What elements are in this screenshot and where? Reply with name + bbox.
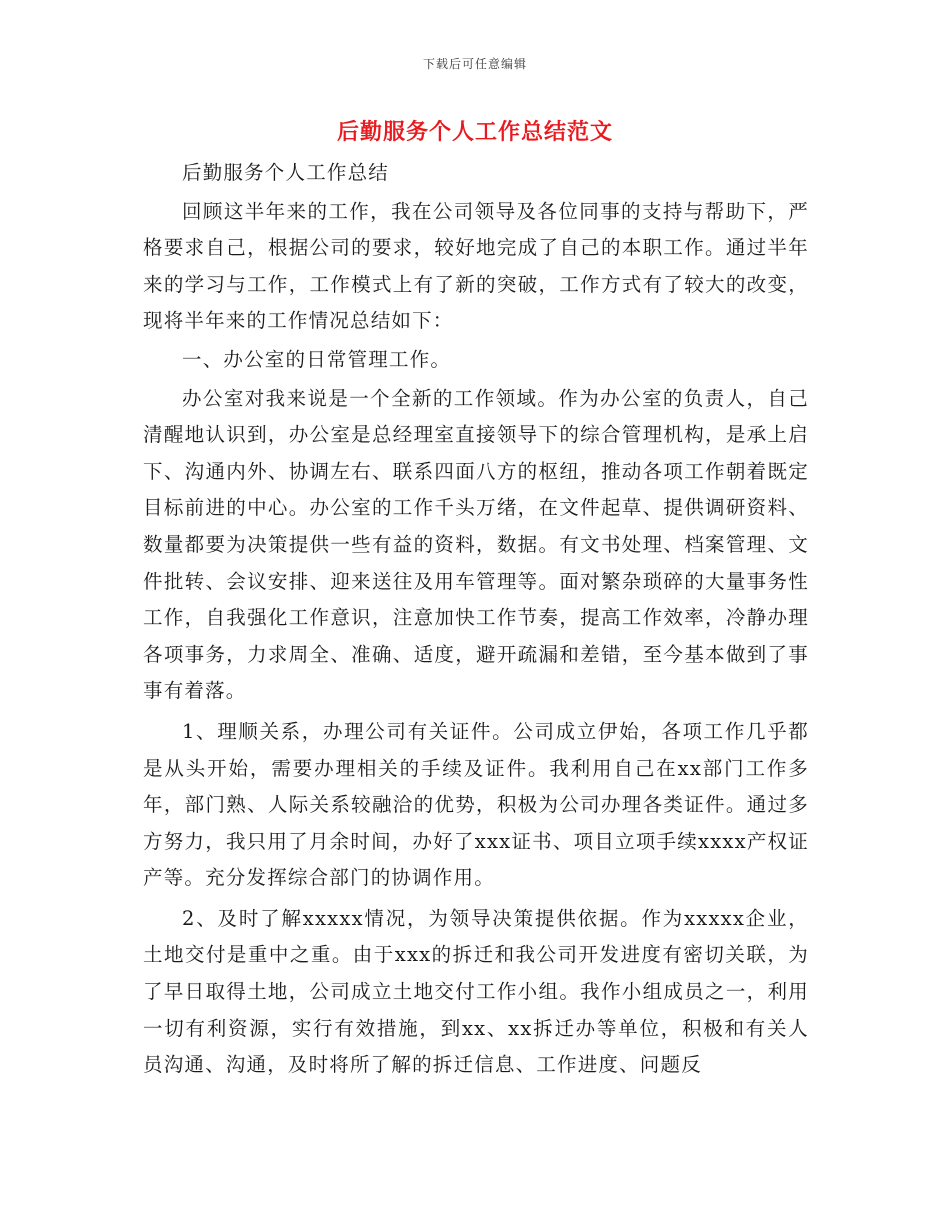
paragraph-item-2: 2、及时了解xxxxx情况，为领导决策提供依据。作为xxxxx企业，土地交付是重中之重。由于xxx的拆迁和我公司开发进度有密切关联，为了早日取得土地，公司成立土地交付工作小组。我作小组成员之一，利用一切有利资源，实行有效措施，到xx、xx拆迁办等单位，积极和有关人员沟通、沟通，及时将所了解的拆迁信息、工作进度、问题反 [143, 906, 809, 1077]
document-body [143, 155, 809, 1084]
paragraph-intro: 回顾这半年来的工作，我在公司领导及各位同事的支持与帮助下，严格要求自己，根据公司的要求，较好地完成了自己的本职工作。通过半年来的学习与工作，工作模式上有了新的突破，工作方式有了较大的改变，现将半年来的工作情况总结如下： [143, 199, 809, 333]
paragraph-subtitle: 后勤服务个人工作总结 [182, 161, 390, 184]
header-note: 下载后可任意编辑 [422, 57, 527, 71]
paragraph-office-work: 办公室对我来说是一个全新的工作领域。作为办公室的负责人，自己清醒地认识到，办公室是总经理室直接领导下的综合管理机构，是承上启下、沟通内外、协调左右、联系四面八方的枢纽，推动各项工作朝着既定目标前进的中心。办公室的工作千头万绪，在文件起草、提供调研资料、数量都要为决策提供一些有益的资料，数据。有文书处理、档案管理、文件批转、会议安排、迎来送往及用车管理等。面对繁杂琐碎的大量事务性工作，自我强化工作意识，注意加快工作节奏，提高工作效率，冷静办理各项事务，力求周全、准确、适度，避开疏漏和差错，至今基本做到了事事有着落。 [143, 386, 809, 703]
paragraph-section-heading: 一、办公室的日常管理工作。 [182, 347, 452, 371]
document-title: 后勤服务个人工作总结范文 [336, 120, 613, 145]
paragraph-item-1: 1、理顺关系，办理公司有关证件。公司成立伊始，各项工作几乎都是从头开始，需要办理相关的手续及证件。我利用自己在xx部门工作多年，部门熟、人际关系较融洽的优势，积极为公司办理各类证件。通过多方努力，我只用了月余时间，办好了xxx证书、项目立项手续xxxx产权证产等。充分发挥综合部门的协调作用。 [143, 719, 809, 890]
